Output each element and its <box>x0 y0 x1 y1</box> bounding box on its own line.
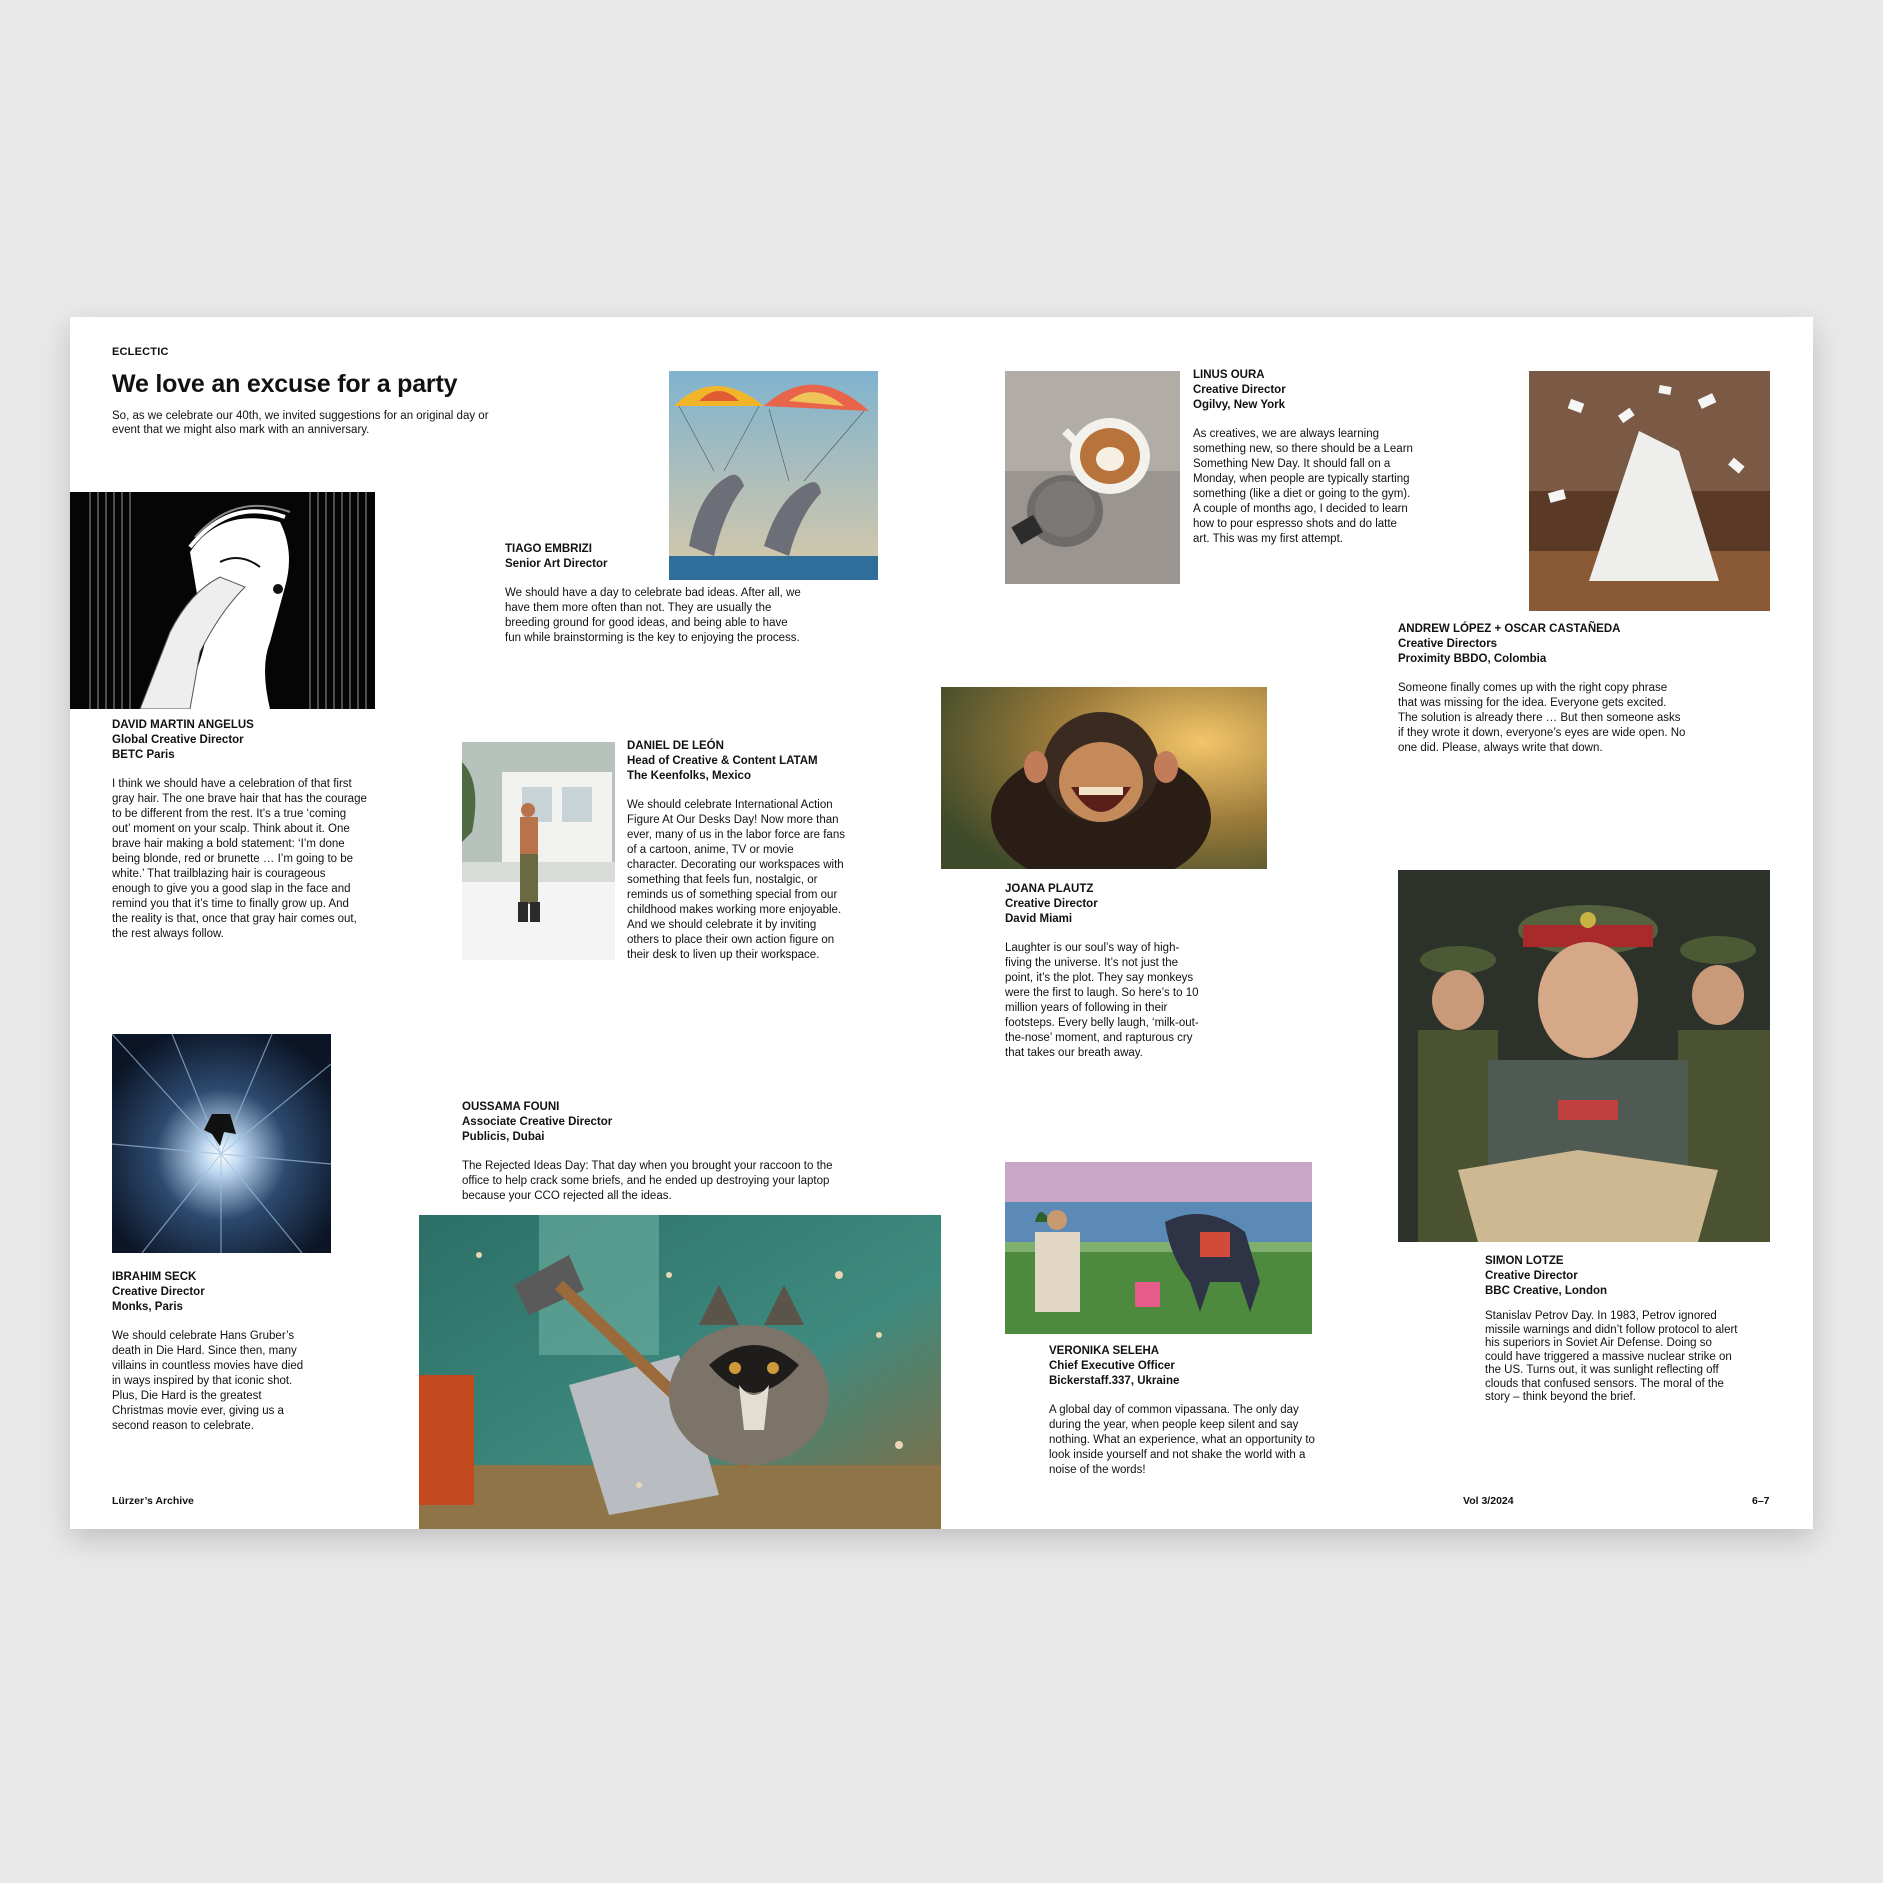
raccoon-laptop-image <box>419 1215 941 1529</box>
author-name: LINUS OURA <box>1193 369 1265 381</box>
author-name: DAVID MARTIN ANGELUS <box>112 719 254 731</box>
author-company: BETC Paris <box>112 749 175 761</box>
page-title: We love an excuse for a party <box>112 370 458 398</box>
quote-text: Someone finally comes up with the right copy phrase that was missing for the idea. Everyone gets excited. The solution is already there … But then someone asks if they wrote it down, everyone’s eyes are wide open. No one did. Please, always write that down. <box>1398 682 1686 754</box>
author-company: Monks, Paris <box>112 1301 183 1313</box>
intro-text: So, as we celebrate our 40th, we invited suggestions for an original day or event that we might also mark with an anniversary. <box>112 410 489 436</box>
footer-page-numbers: 6–7 <box>1752 1495 1770 1507</box>
quote-text: Laughter is our soul’s way of high-fiving the universe. It’s not just the point, it’s the plot. They say monkeys were the first to laugh. So here’s to 10 million years of following in their footsteps. Every belly laugh, ‘milk-out-the-nose’ moment, and rapturous cry that takes our breath away. <box>1005 942 1199 1059</box>
author-role: Creative Director <box>112 1286 205 1298</box>
author-name: VERONIKA SELEHA <box>1049 1345 1160 1357</box>
entry-daniel-de-leon <box>627 739 847 963</box>
author-company: Ogilvy, New York <box>1193 399 1286 411</box>
author-role: Senior Art Director <box>505 558 608 570</box>
quote-text: I think we should have a celebration of that first gray hair. The one brave hair that has the courage to be different from the rest. It’s a true ‘coming out’ moment on your scalp. Think about it. One brave hair making a bold statement: ‘I’m done being blonde, red or brunette … I’m going to be white.’ That trailblazing hair is courageous enough to give you a good slap in the face and remind you that it’s time to finally grow up. And the reality is that, once that gray hair comes out, the rest always follow. <box>112 778 367 940</box>
entry-andrew-lopez-oscar-castaneda <box>1398 622 1688 756</box>
author-role: Creative Director <box>1485 1270 1578 1282</box>
entry-david-martin-angelus <box>112 718 367 942</box>
entry-ibrahim-seck <box>112 1270 312 1434</box>
author-company: Bickerstaff.337, Ukraine <box>1049 1375 1180 1387</box>
laughing-chimp-image <box>941 687 1267 869</box>
horse-painting-image <box>1005 1162 1312 1334</box>
quote-text: We should have a day to celebrate bad ideas. After all, we have them more often than not. They are usually the breeding ground for good ideas, and being able to have fun while brainstorming is the key to enjoying the process. <box>505 587 801 644</box>
author-company: The Keenfolks, Mexico <box>627 770 751 782</box>
author-name: IBRAHIM SECK <box>112 1271 197 1283</box>
author-role: Creative Directors <box>1398 638 1498 650</box>
author-name: ANDREW LÓPEZ + OSCAR CASTAÑEDA <box>1398 623 1621 635</box>
latte-art-image <box>1005 371 1180 584</box>
author-company: BBC Creative, London <box>1485 1285 1608 1297</box>
quote-text: The Rejected Ideas Day: That day when you brought your raccoon to the office to help crack some briefs, and he ended up destroying your laptop because your CCO rejected all the ideas. <box>462 1160 833 1202</box>
entry-oussama-founi <box>462 1100 852 1204</box>
falling-man-image <box>112 1034 331 1253</box>
author-role: Head of Creative & Content LATAM <box>627 755 818 767</box>
quote-text: As creatives, we are always learning something new, so there should be a Learn Something New Day. It should fall on a Monday, when people are typically starting something (like a diet or going to the gym). A couple of months ago, I decided to learn how to pour espresso shots and do latte art. This was my first attempt. <box>1193 428 1413 545</box>
entry-linus-oura <box>1193 368 1413 547</box>
author-company: Proximity BBDO, Colombia <box>1398 653 1547 665</box>
author-role: Global Creative Director <box>112 734 244 746</box>
author-name: TIAGO EMBRIZI <box>505 543 592 555</box>
quote-text: We should celebrate Hans Gruber’s death in Die Hard. Since then, many villains in countless movies have died in ways inspired by that iconic shot. Plus, Die Hard is the greatest Christmas movie ever, giving us a second reason to celebrate. <box>112 1330 304 1432</box>
quote-text: We should celebrate International Action Figure At Our Desks Day! Now more than ever, many of us in the labor force are fans of a cartoon, anime, TV or movie character. Decorating our workspaces with something that feels fun, nostalgic, or reminds us of something special from our childhood makes working more enjoyable. And we should celebrate it by inviting others to place their own action figure on their desk to liven up their workspace. <box>627 799 845 961</box>
soviet-general-image <box>1398 870 1770 1242</box>
entry-tiago-embrizi <box>505 542 805 646</box>
author-name: SIMON LOTZE <box>1485 1255 1564 1267</box>
magazine-spread <box>70 317 1813 1529</box>
author-role: Chief Executive Officer <box>1049 1360 1175 1372</box>
author-name: DANIEL DE LEÓN <box>627 740 724 752</box>
quote-text: Stanislav Petrov Day. In 1983, Petrov ignored missile warnings and didn’t follow protocol to alert his superiors in Soviet Air Defense. Doing so could have triggered a massive nuclear strike on the US. Turns out, it was sunlight reflecting off clouds that confused sensors. The moral of the story – think beyond the brief. <box>1485 1310 1738 1403</box>
author-role: Associate Creative Director <box>462 1116 613 1128</box>
facepalm-illustration <box>70 492 375 709</box>
paper-explosion-image <box>1529 371 1770 611</box>
footer-publication: Lürzer’s Archive <box>112 1495 194 1507</box>
quote-text: A global day of common vipassana. The only day during the year, when people keep silent and say nothing. What an experience, what an opportunity to look inside yourself and not shake the world with a noise of the words! <box>1049 1404 1315 1476</box>
section-label: ECLECTIC <box>112 346 169 358</box>
author-company: David Miami <box>1005 913 1073 925</box>
author-name: JOANA PLAUTZ <box>1005 883 1094 895</box>
entry-simon-lotze <box>1485 1254 1740 1405</box>
author-company: Publicis, Dubai <box>462 1131 545 1143</box>
action-figure-image <box>462 742 615 960</box>
footer-issue: Vol 3/2024 <box>1463 1495 1514 1507</box>
entry-veronika-seleha <box>1049 1344 1319 1478</box>
author-name: OUSSAMA FOUNI <box>462 1101 560 1113</box>
author-role: Creative Director <box>1005 898 1098 910</box>
author-role: Creative Director <box>1193 384 1286 396</box>
entry-joana-plautz <box>1005 882 1205 1061</box>
